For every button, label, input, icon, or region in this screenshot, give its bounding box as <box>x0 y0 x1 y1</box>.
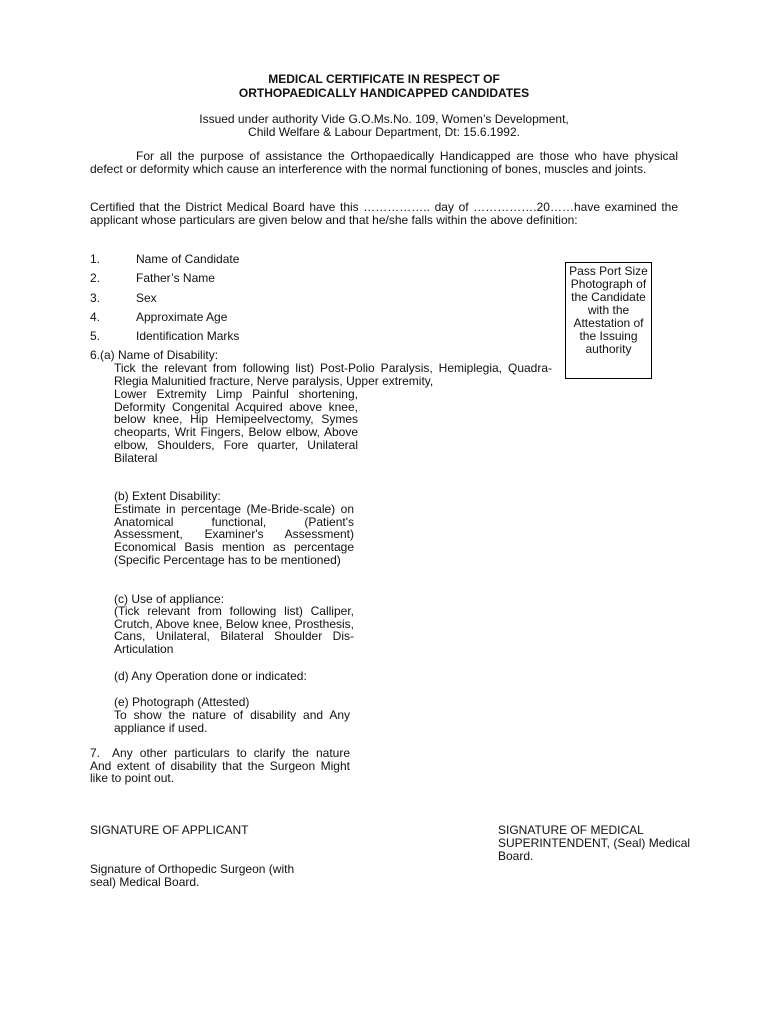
item-number: 2. <box>90 271 101 285</box>
title-line-1: MEDICAL CERTIFICATE IN RESPECT OF <box>268 72 500 86</box>
item-3 <box>90 291 157 305</box>
item-6b-heading: (b) Extent Disability: <box>114 489 221 503</box>
item-label: Identification Marks <box>136 329 240 343</box>
item-6a-list-wide: Tick the relevant from following list) Post-Polio Paralysis, Hemiplegia, Quadra-Rlegia Malunitied fracture, Nerve paralysis, Upper extremity, <box>114 361 552 388</box>
item-7 <box>90 747 350 785</box>
item-6a-heading: 6.(a) Name of Disability: <box>90 348 219 362</box>
item-7-text: Any other particulars to clarify the nature And extent of disability that the Surgeon Might like to point out. <box>90 746 350 786</box>
item-6c-heading: (c) Use of appliance: <box>114 592 225 606</box>
item-6b-text: Estimate in percentage (Me-Bride-scale) on Anatomical functional, (Patient's Assessment, Examiner's Assessment) Economical Basis mention as percentage (Specific Percentage has to be mentioned) <box>114 502 354 567</box>
item-label: Approximate Age <box>136 310 228 324</box>
item-2 <box>90 271 215 285</box>
item-number: 3. <box>90 291 101 305</box>
issued-line-2: Child Welfare & Labour Department, Dt: 15.6.1992. <box>248 125 520 139</box>
item-6e-heading: (e) Photograph (Attested) <box>114 695 250 709</box>
item-4 <box>90 310 227 324</box>
item-6c-text: (Tick relevant from following list) Calliper, Crutch, Above knee, Below knee, Prosthesis, Cans, Unilateral, Bilateral Shoulder Dis-Articulation <box>114 604 354 657</box>
item-5 <box>90 329 239 343</box>
item-label: Father’s Name <box>136 271 215 285</box>
item-number: 1. <box>90 252 101 266</box>
item-7-number: 7. <box>90 746 101 760</box>
item-label: Sex <box>136 291 157 305</box>
issued-line-1: Issued under authority Vide G.O.Ms.No. 109, Women’s Development, <box>199 112 569 126</box>
item-label: Name of Candidate <box>136 252 240 266</box>
signature-of-medical-superintendent: SIGNATURE OF MEDICAL SUPERINTENDENT, (Seal) Medical Board. <box>498 823 691 863</box>
item-number: 5. <box>90 329 101 343</box>
passport-photo-box: Pass Port Size Photograph of the Candidate with the Attestation of the Issuing authority <box>565 262 652 379</box>
signature-of-applicant: SIGNATURE OF APPLICANT <box>90 823 249 837</box>
intro-paragraph: For all the purpose of assistance the Orthopaedically Handicapped are those who have physical defect or deformity which cause an interference with the normal functioning of bones, muscles and joints. <box>90 149 678 176</box>
item-number: 4. <box>90 310 101 324</box>
signature-of-orthopedic-surgeon: Signature of Orthopedic Surgeon (with seal) Medical Board. <box>90 862 295 889</box>
item-6e-text: To show the nature of disability and Any appliance if used. <box>114 708 350 735</box>
title-line-2: ORTHOPAEDICALLY HANDICAPPED CANDIDATES <box>238 86 530 100</box>
certified-paragraph: Certified that the District Medical Board have this …………….. day of …………….20……have examined the applicant whose particulars are given below and that he/she falls within the above definition: <box>90 200 678 227</box>
item-6d-heading: (d) Any Operation done or indicated: <box>114 669 307 683</box>
item-1 <box>90 252 239 266</box>
item-6a-list-narrow: Lower Extremity Limp Painful shortening, Deformity Congenital Acquired above knee, below knee, Hip Hemipeelvectomy, Symes cheoparts, Writ Fingers, Below elbow, Above elbow, Shoulders, Fore quarter, Unilateral Bilateral <box>114 387 358 465</box>
